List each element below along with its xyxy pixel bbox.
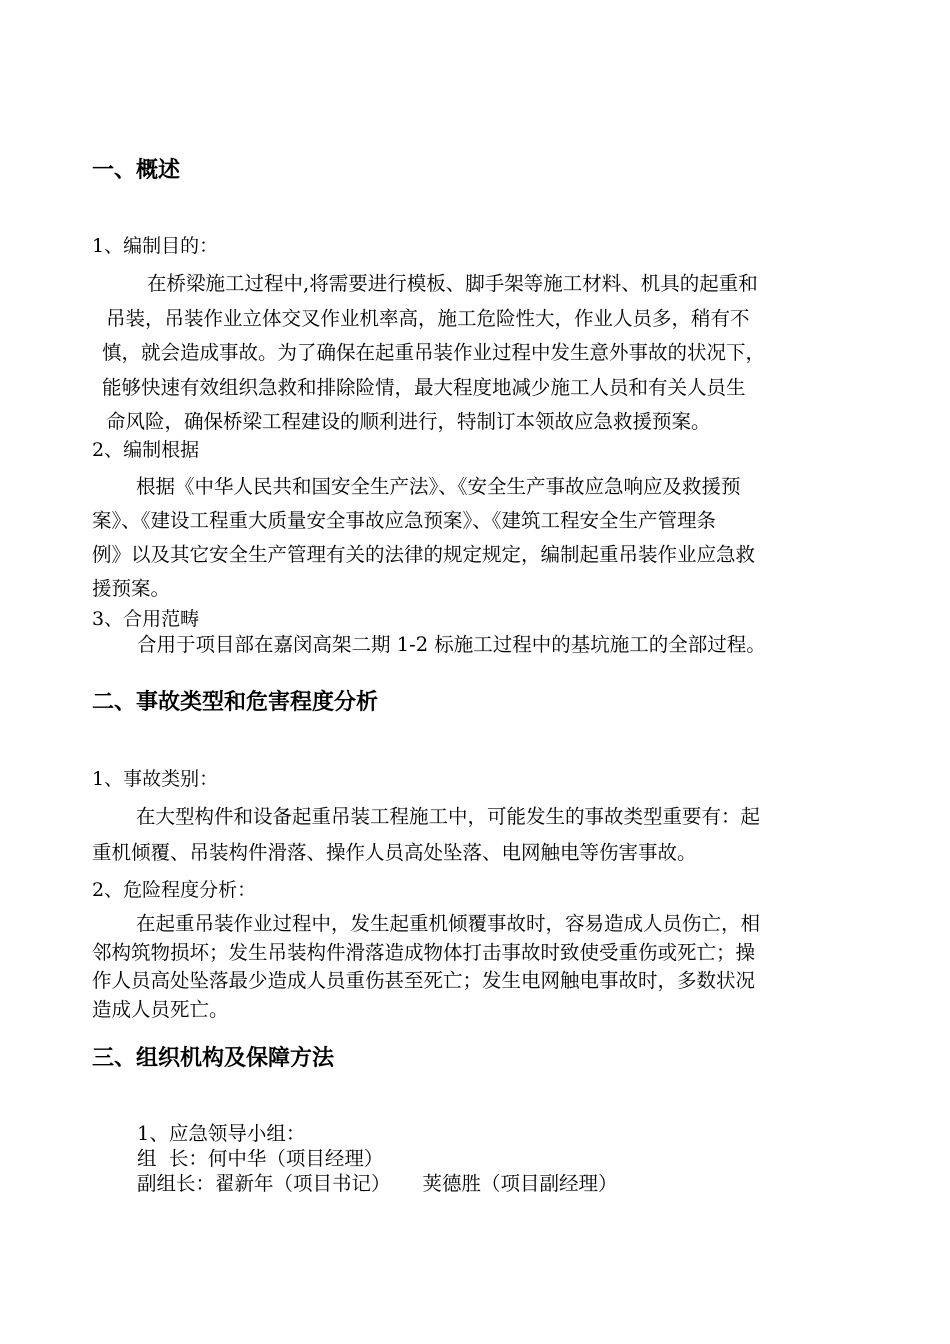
- paragraph-line: 在起重吊装作业过程中，发生起重机倾覆事故时，容易造成人员伤亡，相: [136, 912, 761, 935]
- section-heading-organization: 三、组织机构及保障方法: [92, 1046, 335, 1071]
- subheading-leadership-group: 1、应急领导小组：: [137, 1122, 306, 1145]
- deputy-leaders: [137, 1171, 618, 1196]
- paragraph-line: 造成人员死亡。: [92, 997, 229, 1021]
- paragraph-line: 重机倾覆、吊装构件滑落、操作人员高处坠落、电网触电等伤害事故。: [92, 841, 697, 864]
- paragraph-line: 命风险，确保桥梁工程建设的顺利进行，特制订本领故应急救援预案。: [106, 410, 711, 433]
- subheading-accident-types: 1、事故类别：: [92, 768, 219, 790]
- section-heading-accident-analysis: 二、事故类型和危害程度分析: [92, 690, 379, 715]
- section-heading-overview: 一、概述: [92, 158, 181, 183]
- paragraph-line: 慎，就会造成事故。为了确保在起重吊装作业过程中发生意外事故的状况下，: [102, 341, 766, 364]
- subheading-basis: 2、编制根据: [92, 439, 200, 461]
- group-leader: 组 长：何中华（项目经理）: [137, 1147, 384, 1170]
- subheading-purpose: 1、编制目的：: [92, 235, 219, 257]
- paragraph-line: 作人员高处坠落最少造成人员重伤甚至死亡；发生电网触电事故时，多数状况: [92, 969, 756, 992]
- subheading-scope: 3、合用范畴: [92, 608, 200, 630]
- paragraph-line: 案》、《建设工程重大质量安全事故应急预案》、《建筑工程安全生产管理条: [92, 509, 717, 532]
- paragraph-scope: [137, 630, 766, 660]
- paragraph-purpose: [92, 267, 765, 440]
- paragraph-line: 合用于项目部在嘉闵高架二期 1-2 标施工过程中的基坑施工的全部过程。: [137, 633, 766, 656]
- paragraph-line: 吊装，吊装作业立体交叉作业机率高，施工危险性大，作业人员多，稍有不: [106, 306, 750, 330]
- paragraph-line: 根据《中华人民共和国安全生产法》、《安全生产事故应急响应及救援预: [136, 475, 741, 498]
- subheading-hazard-analysis: 2、危险程度分析：: [92, 879, 257, 901]
- paragraph-line: 能够快速有效组织急救和排除险情，最大程度地减少施工人员和有关人员生: [102, 375, 746, 399]
- paragraph-basis: [92, 470, 755, 606]
- paragraph-line: 例》以及其它安全生产管理有关的法律的规定规定，编制起重吊装作业应急救: [92, 543, 756, 566]
- emergency-leadership-group: [137, 1121, 618, 1196]
- paragraph-line: 在大型构件和设备起重吊装工程施工中，可能发生的事故类型重要有：起: [136, 805, 761, 828]
- deputy-leader: 荚德胜（项目副经理）: [422, 1172, 618, 1195]
- paragraph-hazard-analysis: [92, 910, 760, 1024]
- paragraph-line: 在桥梁施工过程中,将需要进行模板、脚手架等施工材料、机具的起重和: [147, 272, 758, 295]
- paragraph-accident-types: [92, 799, 760, 871]
- paragraph-line: 援预案。: [92, 577, 171, 600]
- deputy-leader: 副组长：翟新年（项目书记）: [137, 1172, 391, 1195]
- paragraph-line: 邻构筑物损坏；发生吊装构件滑落造成物体打击事故时致使受重伤或死亡；操: [92, 940, 756, 964]
